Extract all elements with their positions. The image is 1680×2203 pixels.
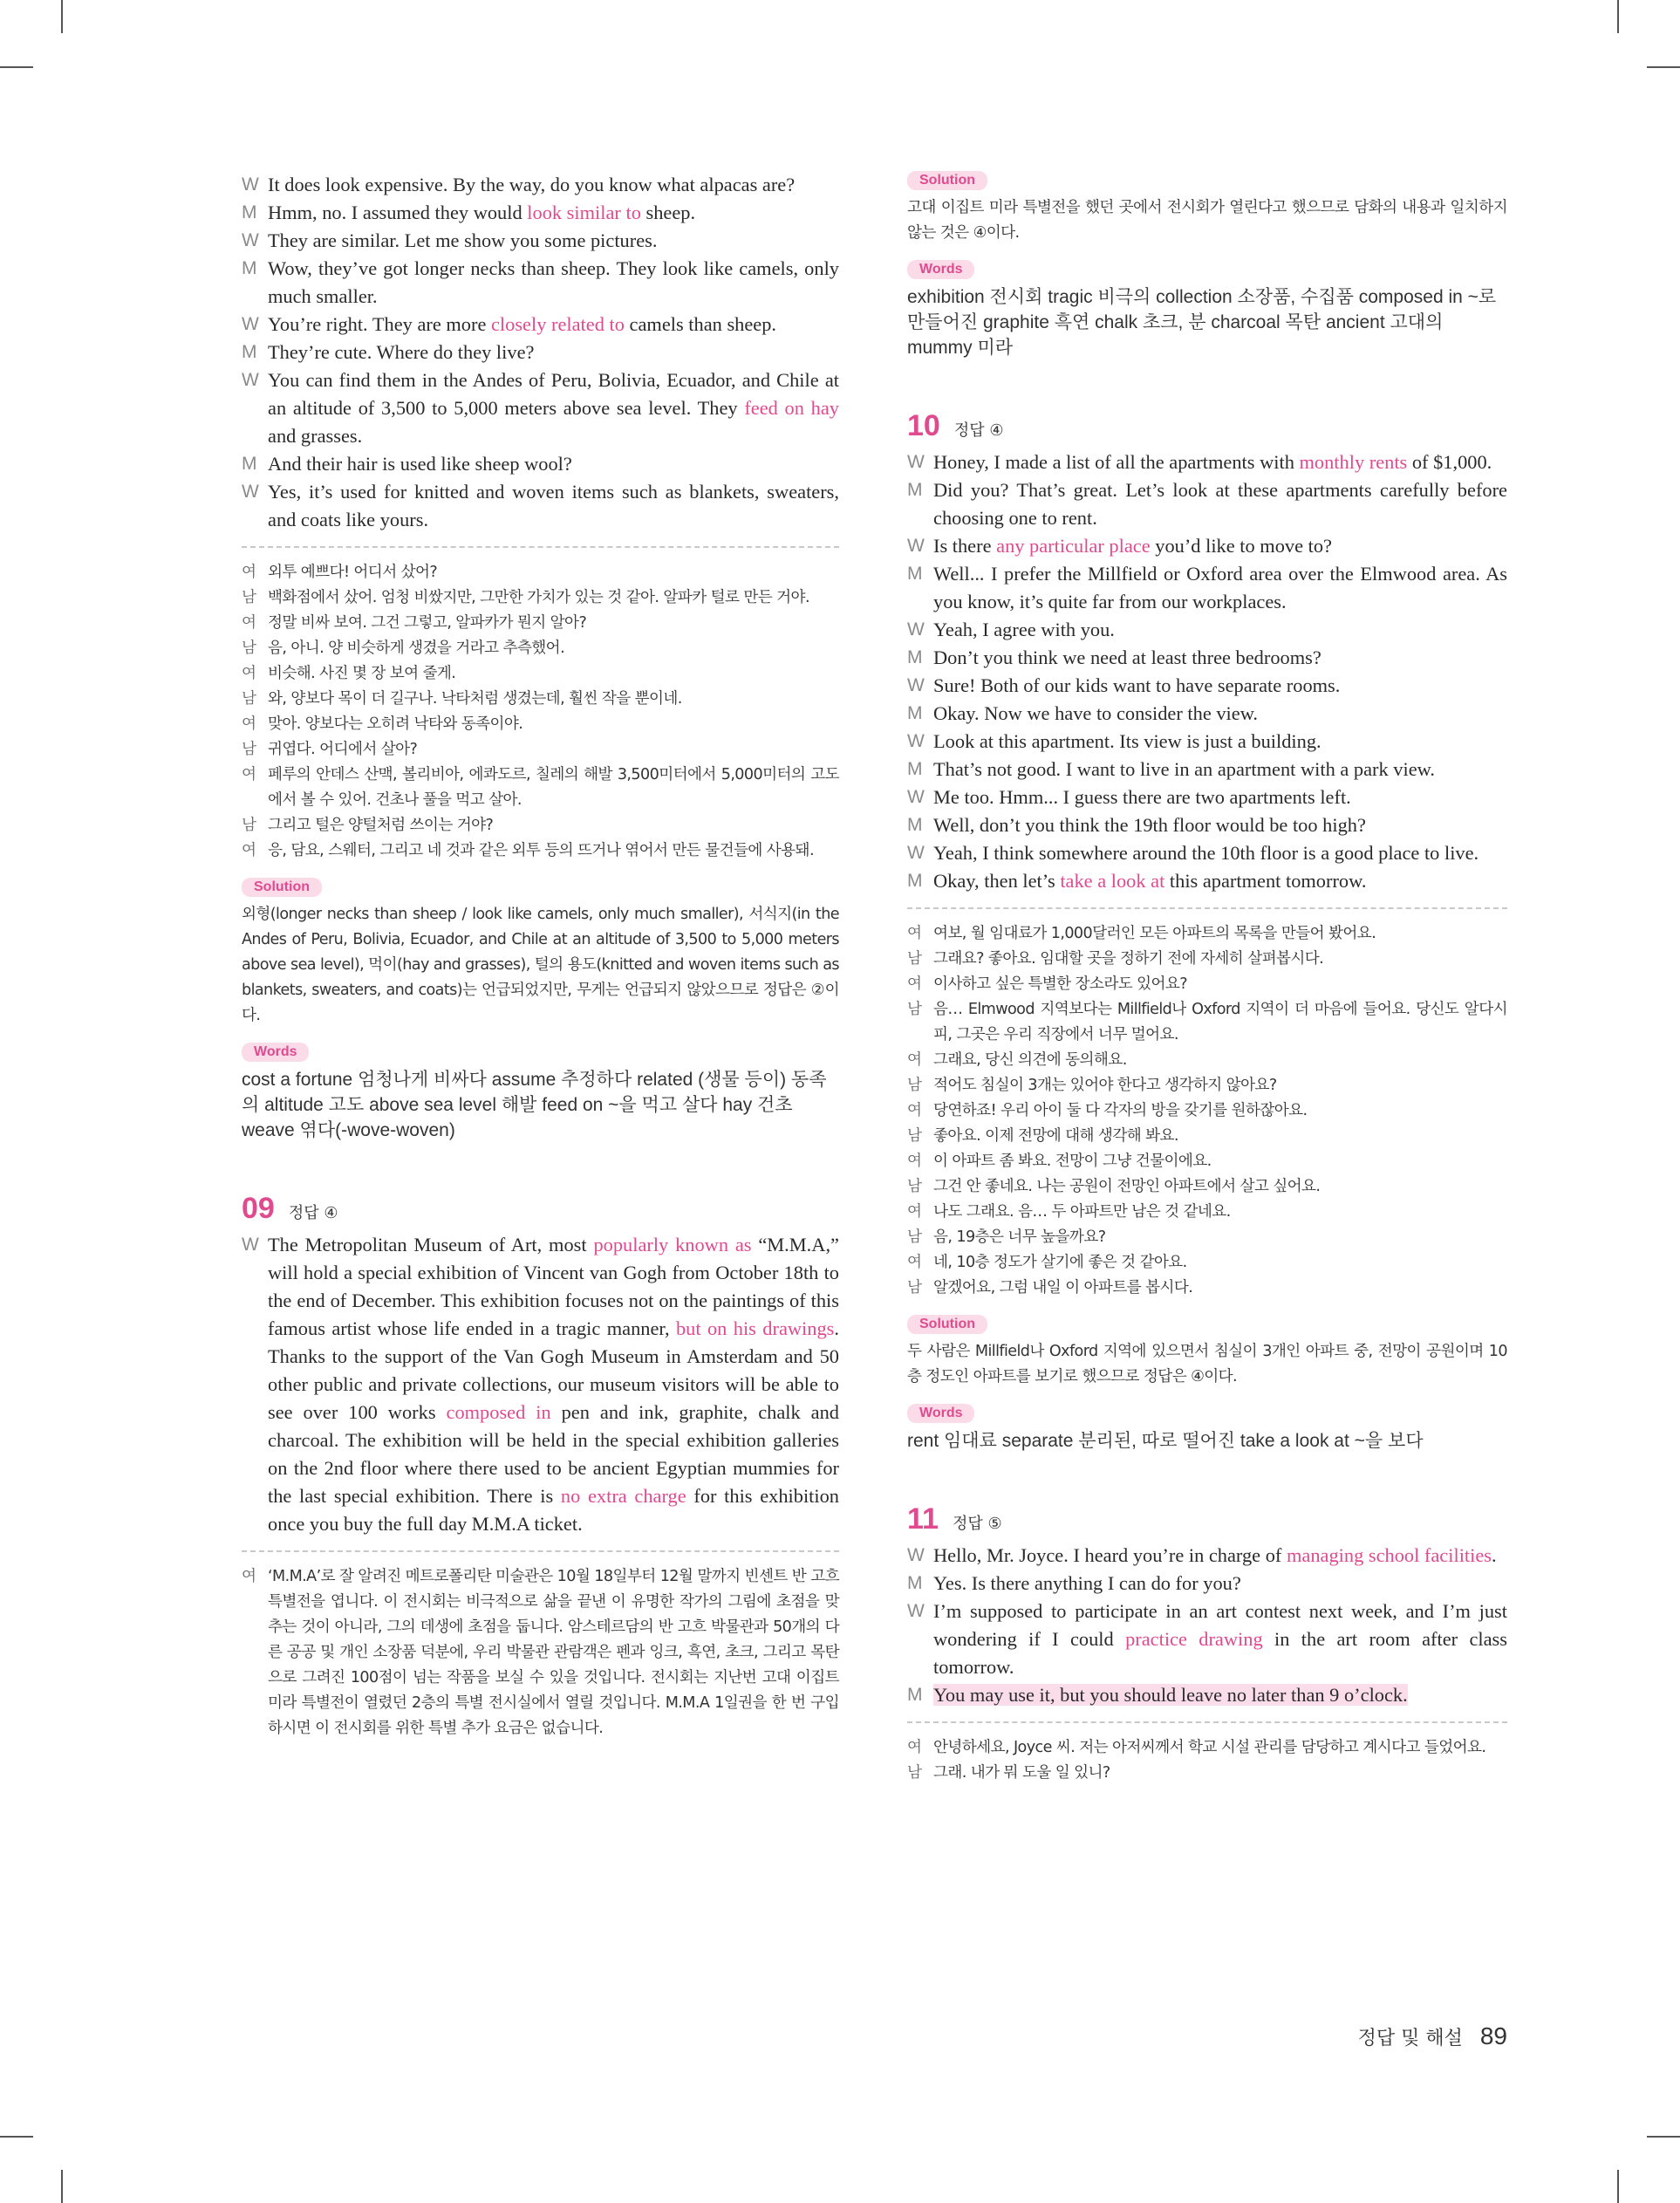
text-segment: Yeah, I agree with you. bbox=[933, 619, 1115, 640]
dialogue-line bbox=[907, 476, 1507, 532]
speaker-label: 여 bbox=[242, 715, 256, 733]
q11-dialogue bbox=[907, 1542, 1507, 1709]
translation-line bbox=[242, 661, 839, 687]
translation-line bbox=[242, 813, 839, 838]
speaker-label: 여 bbox=[242, 766, 256, 783]
dialogue-text bbox=[933, 700, 1507, 728]
speaker-label: W bbox=[907, 452, 925, 472]
divider bbox=[242, 1550, 839, 1552]
dialogue-line bbox=[907, 1570, 1507, 1598]
speaker-label: W bbox=[907, 731, 925, 751]
dialogue-line bbox=[907, 616, 1507, 644]
dialogue-line bbox=[907, 672, 1507, 700]
text-segment: Sure! Both of our kids want to have separate rooms. bbox=[933, 674, 1341, 696]
text-segment: and grasses. bbox=[268, 425, 363, 447]
text-segment: camels than sheep. bbox=[624, 313, 777, 335]
dialogue-line bbox=[907, 756, 1507, 783]
key-phrase: no extra charge bbox=[560, 1485, 686, 1507]
translation-text: 네, 10층 정도가 살기에 좋은 것 같아요. bbox=[933, 1254, 1187, 1271]
translation-text: 음, 19층은 너무 높을까요? bbox=[933, 1228, 1106, 1246]
text-segment: Okay. Now we have to consider the view. bbox=[933, 702, 1259, 724]
speaker-label: M bbox=[907, 759, 923, 779]
dialogue-text bbox=[933, 1598, 1507, 1681]
q9-header bbox=[242, 1192, 839, 1226]
dialogue-text bbox=[933, 448, 1507, 476]
speaker-label: W bbox=[242, 370, 259, 390]
q8-translation bbox=[242, 560, 839, 864]
key-phrase: managing school facilities bbox=[1286, 1544, 1492, 1566]
text-segment: Well... I prefer the Millfield or Oxford area over the Elmwood area. As you know, it’s quite far from our workplaces. bbox=[933, 563, 1507, 612]
dialogue-text bbox=[268, 255, 839, 311]
speaker-label: M bbox=[907, 1573, 923, 1593]
divider bbox=[907, 1721, 1507, 1723]
speaker-label: 여 bbox=[242, 842, 256, 859]
dialogue-text bbox=[268, 311, 839, 339]
dialogue-text bbox=[268, 171, 839, 199]
translation-line bbox=[907, 1735, 1507, 1761]
dialogue-line bbox=[907, 839, 1507, 867]
translation-text: 좋아요. 이제 전망에 대해 생각해 봐요. bbox=[933, 1127, 1178, 1145]
divider bbox=[907, 907, 1507, 909]
speaker-label: M bbox=[242, 258, 257, 278]
dialogue-line bbox=[242, 171, 839, 199]
translation-text: 그래. 내가 뭐 도울 일 있니? bbox=[933, 1764, 1110, 1782]
text-segment: Yes, it’s used for knitted and woven items such as blankets, sweaters, and coats like yours. bbox=[268, 481, 839, 530]
q11-header bbox=[907, 1502, 1507, 1536]
speaker-label: M bbox=[907, 703, 923, 723]
translation-text: 외투 예쁘다! 어디서 샀어? bbox=[268, 564, 438, 581]
dialogue-text bbox=[268, 339, 839, 366]
dialogue-text bbox=[268, 1231, 839, 1538]
key-phrase: closely related to bbox=[490, 313, 625, 335]
translation-line bbox=[907, 997, 1507, 1048]
text-segment: this apartment tomorrow. bbox=[1164, 870, 1367, 892]
key-phrase: look similar to bbox=[527, 202, 641, 223]
q11-translation bbox=[907, 1735, 1507, 1786]
speaker-label: 남 bbox=[907, 1228, 922, 1246]
speaker-label: W bbox=[242, 174, 259, 195]
q10-header bbox=[907, 409, 1507, 443]
translation-text: 백화점에서 샀어. 엄청 비쌌지만, 그만한 가치가 있는 것 같아. 알파카 털로 만든 거야. bbox=[268, 589, 809, 606]
translation-text: 당연하죠! 우리 아이 둘 다 각자의 방을 갖기를 원하잖아요. bbox=[933, 1102, 1308, 1119]
speaker-label: M bbox=[907, 647, 923, 667]
solution-label: Solution bbox=[242, 878, 322, 897]
text-segment: Is there bbox=[933, 535, 997, 557]
crop-mark bbox=[0, 2136, 33, 2138]
speaker-label: 여 bbox=[907, 1254, 922, 1271]
solution-label: Solution bbox=[907, 171, 987, 190]
translation-line bbox=[907, 1149, 1507, 1174]
translation-line bbox=[907, 947, 1507, 972]
text-segment: sheep. bbox=[640, 202, 696, 223]
text-segment: The Metropolitan Museum of Art, most bbox=[268, 1234, 594, 1255]
text-segment: They are similar. Let me show you some pictures. bbox=[268, 229, 658, 251]
translation-line bbox=[242, 687, 839, 712]
q8-solution-text: 외형(longer necks than sheep / look like camels, only much smaller), 서식지(in the Andes of Peru, Bolivia, Ecuador, and Chile at an altitude of 3,500 to 5,000 meters above sea level), 먹이(hay and grasses), 털의 용도(knitted and woven items such as blankets, sweaters, and coats)는 언급되었지만, 무게는 언급되지 않았으므로 정답은 ②이다. bbox=[242, 906, 839, 1024]
question-number: 11 bbox=[907, 1502, 939, 1536]
crop-mark bbox=[1647, 66, 1680, 68]
translation-line bbox=[907, 1124, 1507, 1149]
text-segment: Well, don’t you think the 19th floor would be too high? bbox=[933, 814, 1366, 836]
speaker-label: W bbox=[907, 1601, 925, 1621]
dialogue-line bbox=[242, 339, 839, 366]
speaker-label: 여 bbox=[907, 1051, 922, 1069]
speaker-label: 여 bbox=[242, 614, 256, 632]
dialogue-line bbox=[907, 448, 1507, 476]
translation-text: 비슷해. 사진 몇 장 보여 줄게. bbox=[268, 665, 456, 682]
text-segment: . bbox=[1492, 1544, 1497, 1566]
key-phrase: but on his drawings bbox=[675, 1317, 835, 1339]
dialogue-line bbox=[242, 366, 839, 450]
answer-label: 정답 ④ bbox=[953, 421, 1004, 440]
speaker-label: 남 bbox=[907, 1764, 922, 1782]
translation-text: 이 아파트 좀 봐요. 전망이 그냥 건물이에요. bbox=[933, 1153, 1212, 1170]
translation-line bbox=[907, 1073, 1507, 1098]
key-phrase: take a look at bbox=[1060, 870, 1165, 892]
text-segment: That’s not good. I want to live in an apartment with a park view. bbox=[933, 758, 1435, 780]
q10-dialogue bbox=[907, 448, 1507, 895]
speaker-label: 남 bbox=[242, 690, 256, 708]
speaker-label: 여 bbox=[242, 564, 256, 581]
text-segment: And their hair is used like sheep wool? bbox=[268, 453, 572, 475]
speaker-label: W bbox=[907, 675, 925, 695]
text-segment: Look at this apartment. Its view is just a building. bbox=[933, 730, 1321, 752]
dialogue-text bbox=[268, 450, 839, 478]
q10-translation bbox=[907, 921, 1507, 1301]
translation-text: 페루의 안데스 산맥, 볼리비아, 에콰도르, 칠레의 해발 3,500미터에서 5,000미터의 고도에서 볼 수 있어. 건초나 풀을 먹고 살아. bbox=[268, 766, 839, 809]
dialogue-text bbox=[933, 616, 1507, 644]
dialogue-line bbox=[242, 311, 839, 339]
dialogue-text bbox=[933, 644, 1507, 672]
speaker-label: W bbox=[242, 230, 259, 250]
question-number: 09 bbox=[242, 1192, 275, 1225]
text-segment: It does look expensive. By the way, do you know what alpacas are? bbox=[268, 174, 796, 195]
q9-words-text: exhibition 전시회 tragic 비극의 collection 소장품, 수집품 composed in ~로 만들어진 graphite 흑연 chalk 초크, 분 charcoal 목탄 ancient 고대의 mummy 미라 bbox=[907, 287, 1497, 358]
dialogue-text bbox=[933, 560, 1507, 616]
key-phrase: monthly rents bbox=[1299, 451, 1408, 473]
translation-text: 그래요, 당신 의견에 동의해요. bbox=[933, 1051, 1127, 1069]
text-segment: You’re right. They are more bbox=[268, 313, 491, 335]
text-segment: for this exhibition once you buy the full day M.M.A ticket. bbox=[268, 1485, 839, 1535]
translation-text: 음, 아니. 양 비슷하게 생겼을 거라고 추측했어. bbox=[268, 640, 565, 657]
translation-line bbox=[242, 636, 839, 661]
page-footer bbox=[1358, 2022, 1507, 2050]
translation-line bbox=[907, 1276, 1507, 1301]
speaker-label: 남 bbox=[907, 950, 922, 968]
page-number: 89 bbox=[1479, 2022, 1507, 2049]
right-column bbox=[907, 171, 1507, 1786]
dialogue-text bbox=[933, 1542, 1507, 1570]
text-segment: Yeah, I think somewhere around the 10th floor is a good place to live. bbox=[933, 842, 1479, 864]
dialogue-line bbox=[242, 1231, 839, 1538]
dialogue-line bbox=[907, 1542, 1507, 1570]
speaker-label: 여 bbox=[907, 925, 922, 942]
key-phrase: composed in bbox=[446, 1401, 551, 1423]
speaker-label: 여 bbox=[907, 1153, 922, 1170]
translation-line bbox=[242, 712, 839, 737]
speaker-label: 남 bbox=[907, 1127, 922, 1145]
speaker-label: M bbox=[242, 454, 257, 474]
dialogue-line bbox=[907, 644, 1507, 672]
translation-line bbox=[242, 838, 839, 864]
dialogue-text bbox=[933, 532, 1507, 560]
translation-line bbox=[242, 1564, 839, 1741]
dialogue-text bbox=[933, 476, 1507, 532]
translation-line bbox=[242, 560, 839, 585]
dialogue-line bbox=[907, 700, 1507, 728]
translation-text: 맞아. 양보다는 오히려 낙타와 동족이야. bbox=[268, 715, 523, 733]
speaker-label: 남 bbox=[242, 817, 256, 834]
speaker-label: W bbox=[907, 619, 925, 640]
dialogue-text bbox=[933, 783, 1507, 811]
dialogue-line bbox=[907, 783, 1507, 811]
speaker-label: M bbox=[242, 202, 257, 222]
translation-text: 와, 양보다 목이 더 길구나. 낙타처럼 생겼는데, 훨씬 작을 뿐이네. bbox=[268, 690, 682, 708]
translation-line bbox=[907, 1250, 1507, 1276]
text-segment: Did you? That’s great. Let’s look at these apartments carefully before choosing one to rent. bbox=[933, 479, 1507, 529]
key-phrase: popularly known as bbox=[593, 1234, 752, 1255]
text-segment: in the art room after class tomorrow. bbox=[933, 1628, 1507, 1678]
speaker-label: 남 bbox=[907, 1178, 922, 1195]
speaker-label: 남 bbox=[907, 1077, 922, 1094]
speaker-label: M bbox=[907, 1685, 923, 1705]
text-segment: I’m supposed to participate in an art contest next week, and I’m just wondering if I could bbox=[933, 1600, 1507, 1650]
dialogue-text bbox=[933, 1570, 1507, 1598]
q8-dialogue bbox=[242, 171, 839, 534]
speaker-label: 여 bbox=[907, 1203, 922, 1221]
dialogue-line bbox=[242, 450, 839, 478]
divider bbox=[242, 546, 839, 548]
speaker-label: M bbox=[907, 564, 923, 584]
answer-label: 정답 ⑤ bbox=[952, 1515, 1002, 1533]
translation-text: 여보, 월 임대료가 1,000달러인 모든 아파트의 목록을 만들어 봤어요. bbox=[933, 925, 1376, 942]
translation-line bbox=[907, 1200, 1507, 1225]
text-segment: . Thanks to the support of the Van Gogh Museum in Amsterdam and 50 other public and private collections, our museum visitors will be able to see over 100 works bbox=[268, 1317, 839, 1423]
crop-mark bbox=[1617, 2170, 1619, 2203]
translation-text: 응, 담요, 스웨터, 그리고 네 것과 같은 외투 등의 뜨거나 엮어서 만든 물건들에 사용돼. bbox=[268, 842, 814, 859]
translation-line bbox=[907, 1225, 1507, 1250]
dialogue-text bbox=[268, 478, 839, 534]
text-segment: of $1,000. bbox=[1407, 451, 1492, 473]
text-segment: Hello, Mr. Joyce. I heard you’re in charge of bbox=[933, 1544, 1287, 1566]
speaker-label: 여 bbox=[907, 975, 922, 993]
speaker-label: 여 bbox=[907, 1739, 922, 1756]
dialogue-line bbox=[907, 1598, 1507, 1681]
speaker-label: M bbox=[907, 480, 923, 500]
q10-solution-text: 두 사람은 Millfield나 Oxford 지역에 있으면서 침실이 3개인 아파트 중, 전망이 공원이며 10층 정도인 아파트를 보기로 했으므로 정답은 ④이다. bbox=[907, 1343, 1507, 1385]
dialogue-text bbox=[268, 227, 839, 255]
translation-text: 그건 안 좋네요. 나는 공원이 전망인 아파트에서 살고 싶어요. bbox=[933, 1178, 1321, 1195]
q9-dialogue bbox=[242, 1231, 839, 1538]
speaker-label: W bbox=[907, 787, 925, 807]
q9-translation bbox=[242, 1564, 839, 1741]
text-segment: You may use it, but you should leave no later than 9 o’clock. bbox=[933, 1684, 1408, 1706]
translation-line bbox=[907, 1174, 1507, 1200]
translation-text: 알겠어요, 그럼 내일 이 아파트를 봅시다. bbox=[933, 1279, 1193, 1296]
crop-mark bbox=[61, 0, 63, 33]
dialogue-line bbox=[907, 728, 1507, 756]
translation-text: ‘M.M.A’로 잘 알려진 메트로폴리탄 미술관은 10월 18일부터 12월 말까지 빈센트 반 고흐 특별전을 엽니다. 이 전시회는 비극적으로 삶을 끝낸 이 유명한 작가의 그림에 초점을 맞추는 것이 아니라, 그의 데생에 초점을 둡니다. 암스테르담의 반 고흐 박물관과 50개의 다른 공공 및 개인 소장품 덕분에, 우리 박물관 관람객은 펜과 잉크, 흑연, 초크, 그리고 목탄으로 그려진 100점이 넘는 작품을 보실 수 있을 것입니다. 전시회는 지난번 고대 이집트 미라 특별전이 열렸던 2층의 특별 전시실에서 열릴 것입니다. M.M.A 1일권을 한 번 구입하시면 이 전시회를 위한 특별 추가 요금은 없습니다. bbox=[268, 1568, 839, 1737]
dialogue-line bbox=[907, 811, 1507, 839]
translation-line bbox=[242, 585, 839, 611]
speaker-label: W bbox=[907, 843, 925, 863]
translation-line bbox=[242, 737, 839, 763]
dialogue-line bbox=[242, 227, 839, 255]
text-segment: They’re cute. Where do they live? bbox=[268, 341, 535, 363]
text-segment: Don’t you think we need at least three bedrooms? bbox=[933, 647, 1321, 668]
translation-text: 귀엽다. 어디에서 살아? bbox=[268, 741, 418, 758]
dialogue-text bbox=[933, 672, 1507, 700]
answer-label: 정답 ④ bbox=[288, 1204, 338, 1222]
text-segment: Me too. Hmm... I guess there are two apartments left. bbox=[933, 786, 1351, 808]
dialogue-line bbox=[242, 478, 839, 534]
dialogue-text bbox=[933, 1681, 1507, 1709]
text-segment: Okay, then let’s bbox=[933, 870, 1061, 892]
text-segment: Yes. Is there anything I can do for you? bbox=[933, 1572, 1241, 1594]
text-segment: pen and ink, graphite, chalk and charcoal. The exhibition will be held in the special exhibition galleries on the 2nd floor where there used to be ancient Egyptian mummies for the last special exhibition. There is bbox=[268, 1401, 839, 1507]
footer-title: 정답 및 해설 bbox=[1357, 2028, 1463, 2049]
translation-text: 그래요? 좋아요. 임대할 곳을 정하기 전에 자세히 살펴봅시다. bbox=[933, 950, 1324, 968]
dialogue-text bbox=[933, 867, 1507, 895]
translation-text: 그리고 털은 양털처럼 쓰이는 거야? bbox=[268, 817, 494, 834]
crop-mark bbox=[0, 66, 33, 68]
dialogue-text bbox=[933, 728, 1507, 756]
speaker-label: W bbox=[907, 536, 925, 556]
solution-label: Solution bbox=[907, 1315, 987, 1334]
speaker-label: 여 bbox=[242, 1568, 256, 1585]
dialogue-text bbox=[933, 811, 1507, 839]
left-column bbox=[242, 171, 839, 1741]
words-label: Words bbox=[907, 1404, 974, 1423]
dialogue-text bbox=[933, 756, 1507, 783]
crop-mark bbox=[1647, 2136, 1680, 2138]
speaker-label: W bbox=[242, 1235, 259, 1255]
speaker-label: 남 bbox=[242, 640, 256, 657]
crop-mark bbox=[61, 2170, 63, 2203]
speaker-label: M bbox=[242, 342, 257, 362]
translation-line bbox=[907, 1048, 1507, 1073]
dialogue-text bbox=[268, 199, 839, 227]
speaker-label: 남 bbox=[242, 589, 256, 606]
text-segment: Honey, I made a list of all the apartments with bbox=[933, 451, 1300, 473]
key-phrase: feed on hay bbox=[744, 397, 839, 419]
dialogue-line bbox=[907, 560, 1507, 616]
dialogue-text bbox=[933, 839, 1507, 867]
speaker-label: 남 bbox=[907, 1001, 922, 1018]
translation-text: 정말 비싸 보여. 그건 그렇고, 알파카가 뭔지 알아? bbox=[268, 614, 587, 632]
translation-line bbox=[907, 1098, 1507, 1124]
translation-text: 적어도 침실이 3개는 있어야 한다고 생각하지 않아요? bbox=[933, 1077, 1277, 1094]
translation-line bbox=[242, 611, 839, 636]
key-phrase: any particular place bbox=[996, 535, 1151, 557]
text-segment: you’d like to move to? bbox=[1150, 535, 1332, 557]
translation-line bbox=[907, 1761, 1507, 1786]
speaker-label: 여 bbox=[242, 665, 256, 682]
text-segment: “M.M.A,” will hold a special exhibition of Vincent van Gogh from October 18th to the end of December. This exhibition focuses not on the paintings of this famous artist whose life ended in a tragic manner, bbox=[268, 1234, 839, 1339]
translation-text: 안녕하세요, Joyce 씨. 저는 아저씨께서 학교 시설 관리를 담당하고 계시다고 들었어요. bbox=[933, 1739, 1486, 1756]
translation-line bbox=[907, 972, 1507, 997]
speaker-label: 남 bbox=[907, 1279, 922, 1296]
text-segment: Hmm, no. I assumed they would bbox=[268, 202, 528, 223]
words-label: Words bbox=[907, 260, 974, 279]
speaker-label: 여 bbox=[907, 1102, 922, 1119]
translation-line bbox=[242, 763, 839, 813]
translation-text: 이사하고 싶은 특별한 장소라도 있어요? bbox=[933, 975, 1188, 993]
q10-words-text: rent 임대료 separate 분리된, 따로 떨어진 take a look at ~을 보다 bbox=[907, 1431, 1424, 1451]
translation-text: 나도 그래요. 음… 두 아파트만 남은 것 같네요. bbox=[933, 1203, 1231, 1221]
dialogue-text bbox=[268, 366, 839, 450]
dialogue-line bbox=[907, 532, 1507, 560]
speaker-label: W bbox=[242, 314, 259, 334]
dialogue-line bbox=[242, 199, 839, 227]
translation-line bbox=[907, 921, 1507, 947]
dialogue-line bbox=[242, 255, 839, 311]
translation-text: 음… Elmwood 지역보다는 Millfield나 Oxford 지역이 더 마음에 들어요. 당신도 알다시피, 그곳은 우리 직장에서 너무 멀어요. bbox=[933, 1001, 1507, 1043]
speaker-label: 남 bbox=[242, 741, 256, 758]
speaker-label: M bbox=[907, 815, 923, 835]
crop-mark bbox=[1617, 0, 1619, 33]
q9-solution-text: 고대 이집트 미라 특별전을 했던 곳에서 전시회가 열린다고 했으므로 담화의 내용과 일치하지 않는 것은 ④이다. bbox=[907, 199, 1507, 242]
words-label: Words bbox=[242, 1043, 309, 1062]
dialogue-line bbox=[907, 867, 1507, 895]
text-segment: Wow, they’ve got longer necks than sheep. They look like camels, only much smaller. bbox=[268, 257, 839, 307]
text-segment: You can find them in the Andes of Peru, Bolivia, Ecuador, and Chile at an altitude of 3,500 to 5,000 meters above sea level. They bbox=[268, 369, 839, 419]
dialogue-line bbox=[907, 1681, 1507, 1709]
key-phrase: practice drawing bbox=[1125, 1628, 1263, 1650]
q8-words-text: cost a fortune 엄청나게 비싸다 assume 추정하다 related (생물 등이) 동족의 altitude 고도 above sea level 해발 feed on ~을 먹고 살다 hay 건초 weave 엮다(-wove-woven) bbox=[242, 1070, 827, 1140]
speaker-label: M bbox=[907, 871, 923, 891]
speaker-label: W bbox=[907, 1545, 925, 1565]
question-number: 10 bbox=[907, 409, 940, 442]
speaker-label: W bbox=[242, 482, 259, 502]
